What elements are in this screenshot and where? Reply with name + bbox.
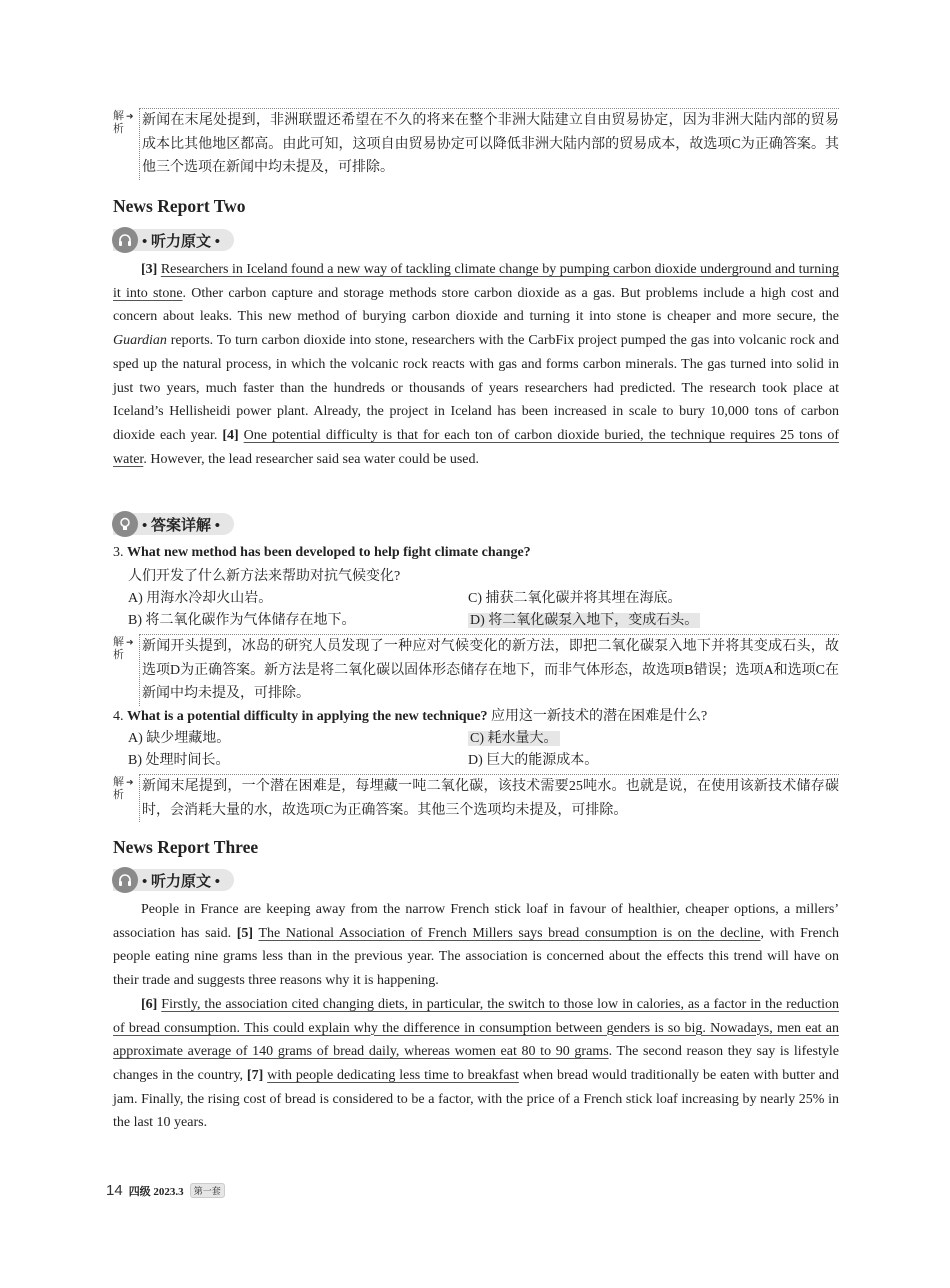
question-number: 3. (113, 545, 124, 560)
question-text: What is a potential difficulty in applying the new technique? (127, 709, 488, 724)
analysis-block-prev (113, 108, 839, 180)
transcript-badge (113, 229, 234, 251)
lightbulb-icon (112, 511, 138, 537)
question-text: What new method has been developed to help fight climate change? (127, 545, 531, 560)
text: . The second reason they say is lifestyle changes in the country, (113, 1044, 839, 1083)
transcript-paragraph (113, 898, 839, 993)
badge-label: • 答案详解 • (142, 517, 221, 534)
marker: [3] (141, 262, 158, 277)
arrow-icon: ➜ (126, 111, 134, 121)
transcript-paragraph (113, 993, 839, 1135)
text: People in France are keeping away from the narrow French stick loaf in favour of healthier, cheaper options, a millers’ association has said. (113, 902, 839, 941)
analysis-text: 新闻末尾提到，一个潜在困难是，每埋藏一吨二氧化碳，该技术需要25吨水。也就是说，在使用该新技术储存碳时，会消耗大量的水，故选项C为正确答案。其他三个选项均未提及，可排除。 (139, 774, 839, 822)
badge-label: • 听力原文 • (142, 873, 221, 890)
answers-badge (113, 513, 234, 535)
arrow-icon: ➜ (126, 777, 134, 787)
option-c-correct: C) 耗水量大。 (470, 731, 558, 746)
badge-label: • 听力原文 • (142, 233, 221, 250)
option-b: B) 将二氧化碳作为气体储存在地下。 (128, 613, 356, 628)
question-translation: 应用这一新技术的潜在困难是什么? (491, 709, 708, 724)
page-number: 14 (106, 1182, 123, 1199)
transcript-paragraph (113, 258, 839, 471)
analysis-block-q4 (113, 774, 839, 822)
question-translation: 人们开发了什么新方法来帮助对抗气候变化? (128, 569, 401, 584)
underlined-sentence: Researchers in Iceland found a new way of tackling climate change by pumping carbon dioxide underground and turning it into stone (113, 262, 840, 301)
footer-tag: 第一套 (190, 1183, 225, 1198)
marker: [7] (246, 1067, 264, 1083)
underlined-sentence: One potential difficulty is that for each ton of carbon dioxide buried, the technique requires 25 tons of water (113, 427, 840, 467)
option-b: B) 处理时间长。 (128, 753, 230, 768)
analysis-label: 解析 ➜ (113, 636, 134, 661)
section-title: News Report Two (113, 196, 246, 216)
underlined-sentence: Firstly, the association cited changing diets, in particular, the switch to those low in calories, as a factor in the reduction of bread consumption. This could explain why the difference in consumption between genders is so big. Nowadays, men eat an approximate average of 140 grams of bread daily, whereas women eat 80 to 90 grams (113, 996, 840, 1060)
option-a: A) 用海水冷却火山岩。 (128, 591, 273, 606)
underlined-sentence: with people dedicating less time to breakfast (267, 1067, 519, 1083)
analysis-block-q3 (113, 634, 839, 706)
text: . Other carbon capture and storage methods store carbon dioxide as a gas. But problems include a high cost and concern about leaks. This new method of burying carbon dioxide and turning it into stone is cheaper and more secure, the (113, 285, 839, 325)
text: reports. To turn carbon dioxide into stone, researchers with the CarbFix project pumped the gas into volcanic rock and sped up the natural process, in which the volcanic rock reacts with gas and forms carbon minerals. The gas turned into solid in just two years, much faster than the hundreds or thousands of years researchers had predicted. The research took place at Iceland’s Hellisheidi power plant. Already, the project in Iceland has been increased in scale to bury 10,000 tons of carbon dioxide each year. (113, 333, 839, 443)
analysis-label: 解析 ➜ (113, 110, 134, 135)
analysis-text: 新闻开头提到，冰岛的研究人员发现了一种应对气候变化的新方法，即把二氧化碳泵入地下并将其变成石头，故选项D为正确答案。新方法是将二氧化碳以固体形态储存在地下，而非气体形态，故选项B错误；选项A和选项C在新闻中均未提及，可排除。 (139, 634, 839, 706)
question-3 (113, 542, 839, 632)
text: when bread would traditionally be eaten with butter and jam. Finally, the rising cost of bread is considered to be a factor, with the price of a French stick loaf increasing by nearly 25% in the last 10 years. (113, 1067, 840, 1131)
page-footer (106, 1182, 225, 1199)
headphones-icon (112, 867, 138, 893)
marker: [4] (222, 427, 239, 443)
option-d: D) 巨大的能源成本。 (468, 753, 599, 768)
question-number: 4. (113, 709, 124, 724)
marker: [6] (141, 996, 158, 1012)
headphones-icon (112, 227, 138, 253)
footer-title: 四级 2023.3 (128, 1185, 184, 1198)
option-d-correct: D) 将二氧化碳泵入地下，变成石头。 (470, 613, 699, 628)
text: Guardian (113, 333, 167, 349)
question-4 (113, 706, 839, 772)
underlined-sentence: The National Association of French Millers says bread consumption is on the decline (258, 925, 761, 941)
marker: [5] (236, 925, 254, 941)
text: , with French people eating nine grams less than in the previous year. The association is concerned about the effects this trend will have on their trade and suggests three reasons why it is happening. (113, 925, 840, 989)
arrow-icon: ➜ (126, 637, 134, 647)
text: . However, the lead researcher said sea water could be used. (143, 451, 479, 467)
analysis-text: 新闻在末尾处提到，非洲联盟还希望在不久的将来在整个非洲大陆建立自由贸易协定，因为非洲大陆内部的贸易成本比其他地区都高。由此可知，这项自由贸易协定可以降低非洲大陆内部的贸易成本，故选项C为正确答案。其他三个选项在新闻中均未提及，可排除。 (139, 108, 839, 180)
section-title: News Report Three (113, 837, 259, 857)
transcript-badge (113, 869, 234, 891)
option-c: C) 捕获二氧化碳并将其埋在海底。 (468, 591, 682, 606)
option-a: A) 缺少埋藏地。 (128, 731, 231, 746)
analysis-label: 解析 ➜ (113, 776, 134, 801)
